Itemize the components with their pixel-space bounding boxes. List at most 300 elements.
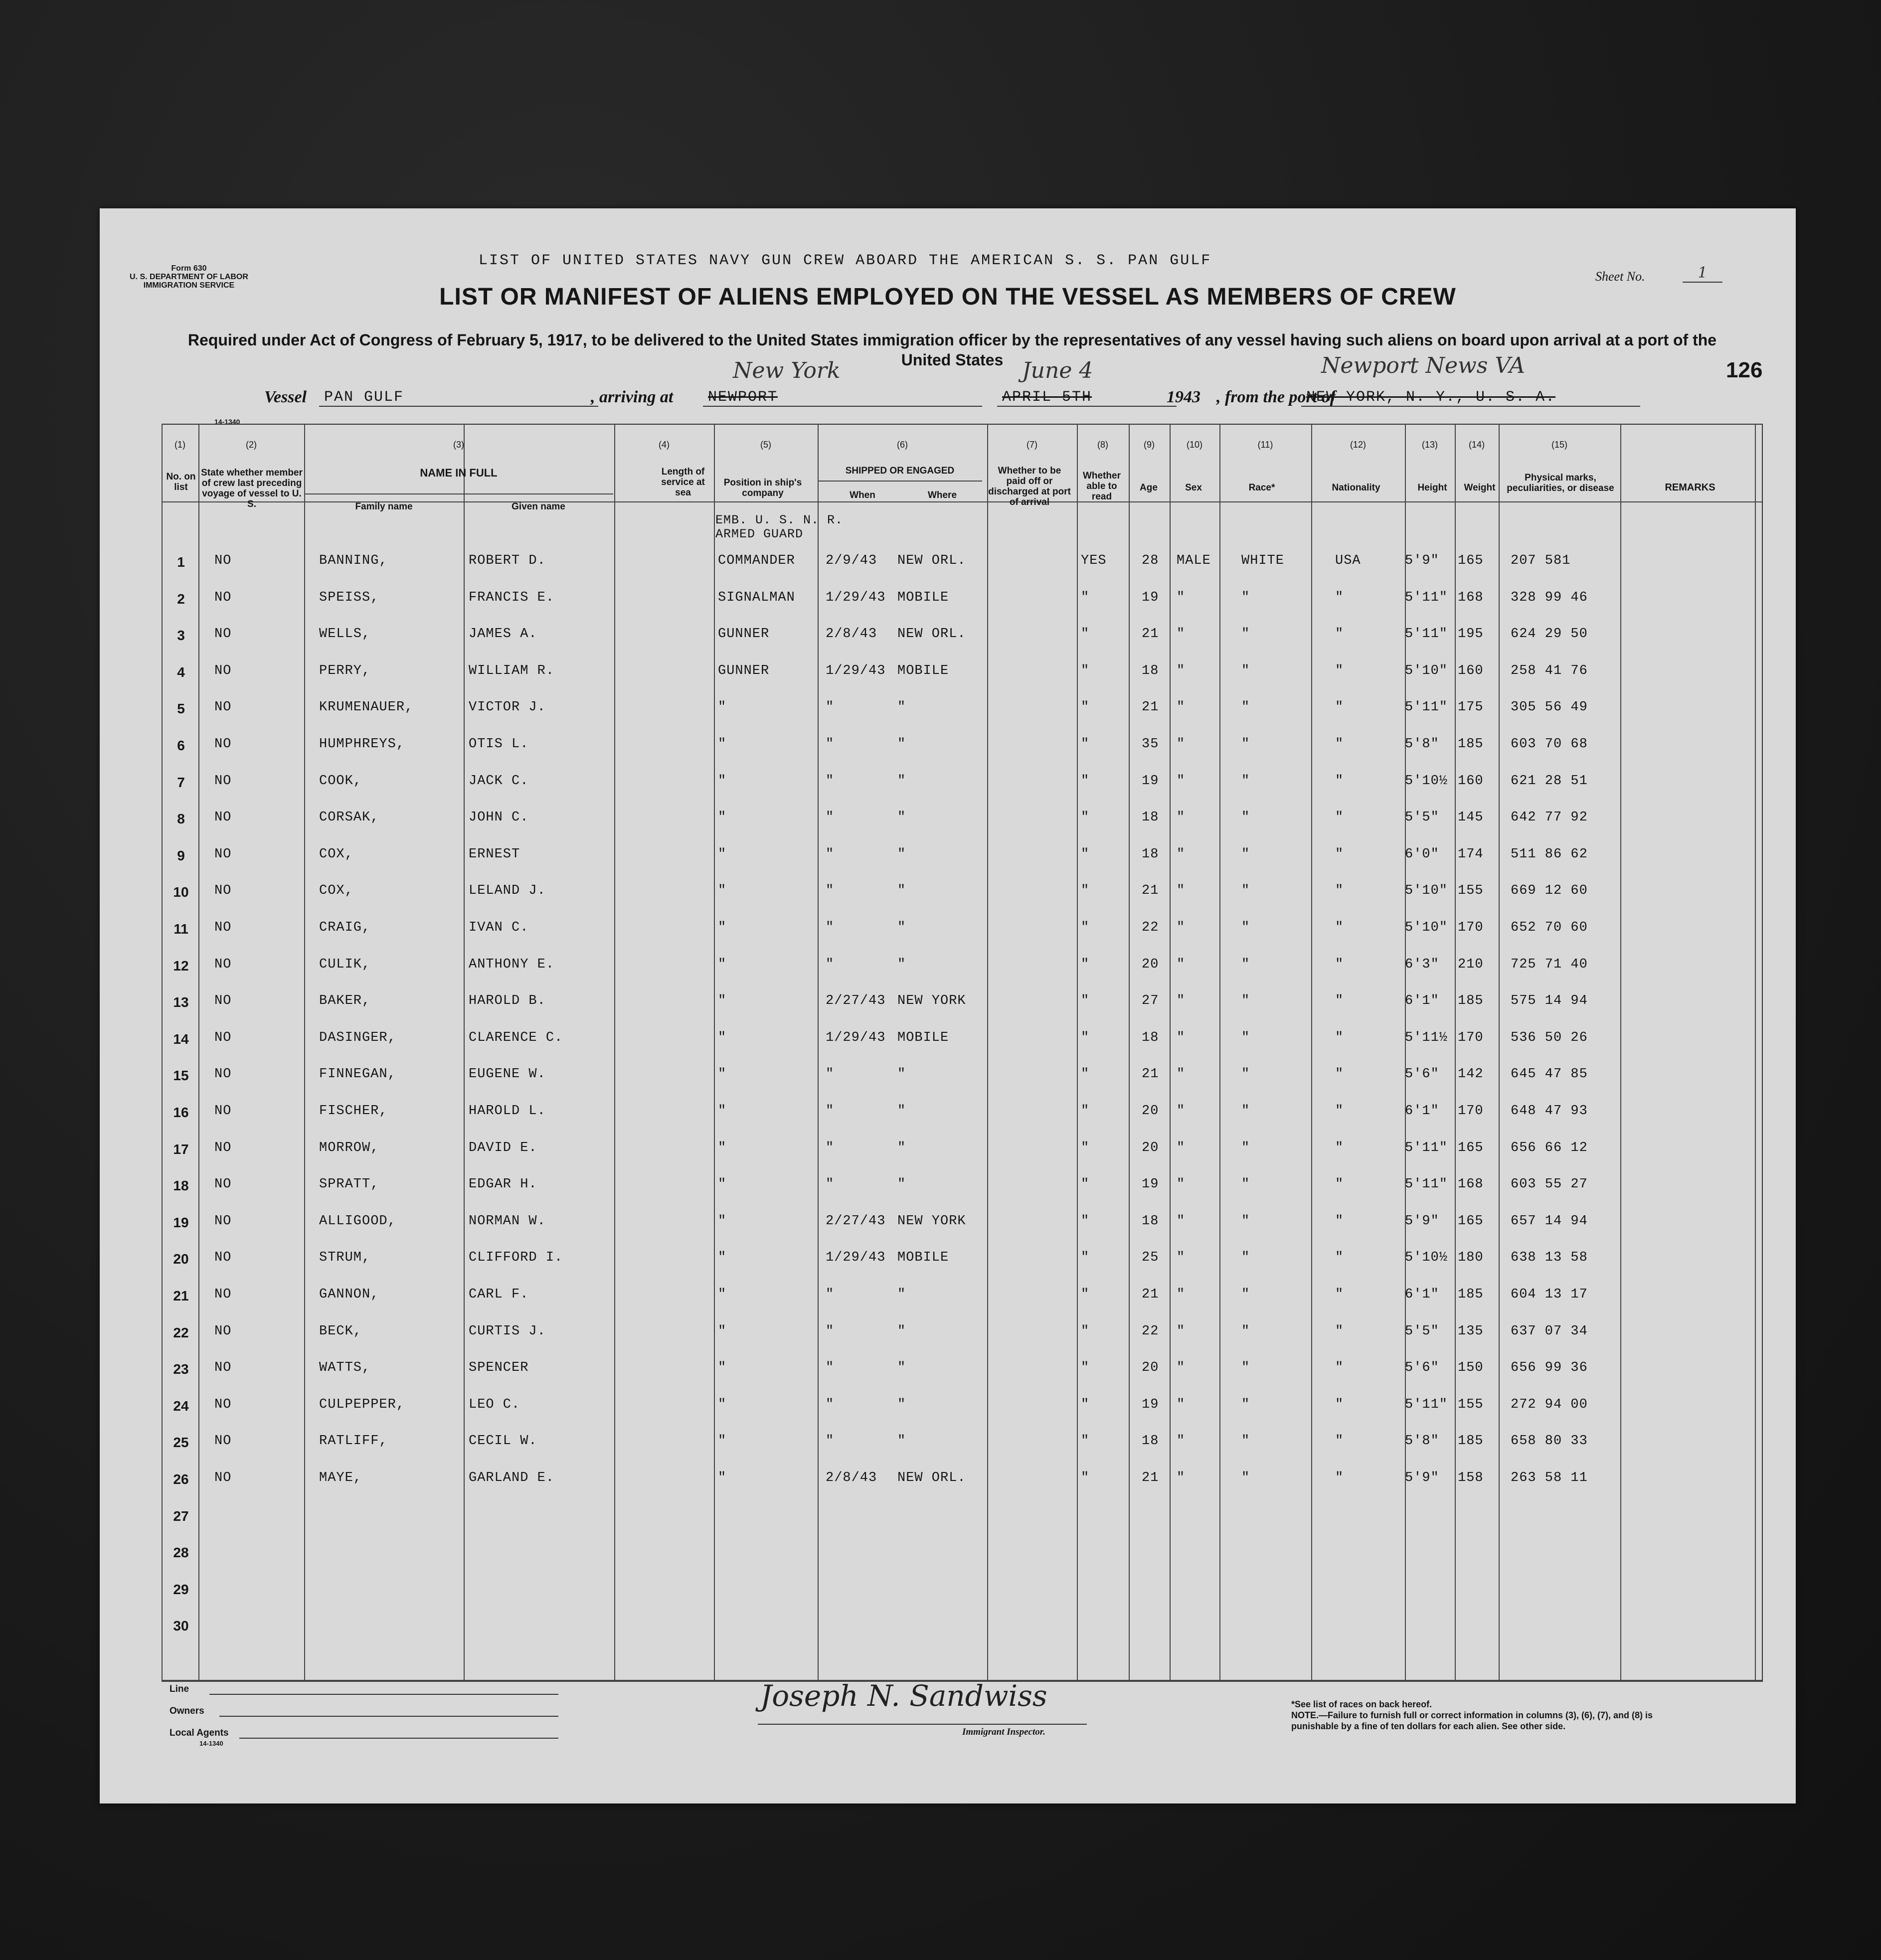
given-name-cell: HAROLD B. — [469, 993, 546, 1009]
page-title: LIST OR MANIFEST OF ALIENS EMPLOYED ON THE VESSEL AS MEMBERS OF CREW — [439, 284, 1456, 310]
height-cell: 5'10" — [1405, 883, 1448, 899]
position-cell: COMMANDER — [718, 553, 795, 568]
physical-marks-cell: 657 14 94 — [1511, 1213, 1588, 1229]
weight-cell: 165 — [1458, 553, 1484, 568]
age-cell: 22 — [1142, 920, 1159, 935]
weight-cell: 180 — [1458, 1250, 1484, 1266]
state-cell: NO — [214, 773, 232, 789]
column-number: (7) — [1026, 440, 1037, 450]
column-rule — [198, 424, 199, 1680]
able-read-cell: " — [1081, 993, 1090, 1009]
able-read-cell: " — [1081, 1250, 1090, 1266]
age-cell: 19 — [1142, 1397, 1159, 1412]
weight-cell: 165 — [1458, 1213, 1484, 1229]
agents-code: 14-1340 — [199, 1740, 223, 1747]
state-cell: NO — [214, 846, 232, 862]
height-cell: 5'11" — [1405, 590, 1448, 605]
col-remarks: REMARKS — [1665, 482, 1715, 493]
physical-marks-cell: 575 14 94 — [1511, 993, 1588, 1009]
when-cell: 1/29/43 — [826, 1250, 886, 1266]
position-cell: " — [718, 883, 727, 899]
height-cell: 5'9" — [1405, 1213, 1439, 1229]
signature-underline — [758, 1724, 1087, 1725]
row-number: 4 — [177, 664, 185, 680]
able-read-cell: YES — [1081, 553, 1107, 568]
race-cell: " — [1241, 883, 1250, 899]
family-name-cell: CRAIG, — [319, 920, 371, 935]
nationality-cell: " — [1335, 1177, 1344, 1192]
weight-cell: 165 — [1458, 1140, 1484, 1155]
col-weight: Weight — [1464, 483, 1496, 493]
age-cell: 18 — [1142, 1030, 1159, 1045]
nationality-cell: " — [1335, 1213, 1344, 1229]
position-cell: " — [718, 1030, 727, 1045]
able-read-cell: " — [1081, 1323, 1090, 1339]
row-number: 10 — [173, 884, 189, 900]
position-cell: " — [718, 737, 727, 752]
when-cell: 1/29/43 — [826, 1030, 886, 1045]
age-cell: 19 — [1142, 773, 1159, 789]
given-name-cell: JOHN C. — [469, 810, 529, 825]
weight-cell: 158 — [1458, 1470, 1484, 1485]
sex-cell: " — [1177, 773, 1186, 789]
arriving-typed: NEWPORT — [703, 389, 982, 407]
sex-cell: " — [1177, 1213, 1186, 1229]
able-read-cell: " — [1081, 1067, 1090, 1082]
col-sex: Sex — [1185, 483, 1202, 493]
given-name-cell: NORMAN W. — [469, 1213, 546, 1229]
column-number: (9) — [1144, 440, 1155, 450]
age-cell: 21 — [1142, 1287, 1159, 1302]
where-cell: " — [897, 1140, 906, 1155]
physical-marks-cell: 207 581 — [1511, 553, 1571, 568]
state-cell: NO — [214, 737, 232, 752]
column-rule — [1620, 424, 1621, 1680]
position-cell: " — [718, 1323, 727, 1339]
row-number: 5 — [177, 701, 185, 717]
when-cell: " — [826, 920, 835, 935]
column-number: (13) — [1421, 440, 1438, 450]
row-number: 7 — [177, 774, 185, 790]
given-name-cell: CURTIS J. — [469, 1323, 546, 1339]
row-number: 15 — [173, 1068, 189, 1084]
owners-underline — [219, 1716, 558, 1717]
row-number: 29 — [173, 1581, 189, 1597]
given-name-cell: CARL F. — [469, 1287, 529, 1302]
given-name-cell: LEO C. — [469, 1397, 520, 1412]
col-no-on-list: No. on list — [166, 472, 196, 492]
column-rule — [1077, 424, 1078, 1680]
able-read-cell: " — [1081, 1397, 1090, 1412]
position-cell: " — [718, 810, 727, 825]
physical-marks-cell: 637 07 34 — [1511, 1323, 1588, 1339]
state-cell: NO — [214, 1213, 232, 1229]
col-where: Where — [927, 490, 957, 500]
able-read-cell: " — [1081, 663, 1090, 678]
state-cell: NO — [214, 1470, 232, 1485]
state-cell: NO — [214, 1104, 232, 1119]
family-name-cell: GANNON, — [319, 1287, 379, 1302]
given-name-cell: ANTHONY E. — [469, 957, 555, 972]
column-number: (5) — [760, 440, 771, 450]
position-cell: " — [718, 1250, 727, 1266]
nationality-cell: " — [1335, 1030, 1344, 1045]
physical-marks-cell: 669 12 60 — [1511, 883, 1588, 899]
page-subtitle: Required under Act of Congress of February 5, 1917, to be delivered to the United States immigration officer by the representatives of any vessel having such aliens on board upon arrival at a port of the United States — [187, 331, 1717, 369]
state-cell: NO — [214, 1434, 232, 1449]
weight-cell: 195 — [1458, 627, 1484, 642]
nationality-cell: " — [1335, 993, 1344, 1009]
age-cell: 19 — [1142, 1177, 1159, 1192]
able-read-cell: " — [1081, 1360, 1090, 1376]
sex-cell: " — [1177, 1030, 1186, 1045]
family-name-cell: FINNEGAN, — [319, 1067, 396, 1082]
col-paid-off: Whether to be paid off or discharged at port of arrival — [988, 466, 1071, 507]
nationality-cell: " — [1335, 1250, 1344, 1266]
col-shipped-engaged: SHIPPED OR ENGAGED — [845, 466, 955, 476]
position-cell: " — [718, 1177, 727, 1192]
column-rule — [304, 424, 305, 1680]
nationality-cell: USA — [1335, 553, 1361, 568]
where-cell: " — [897, 737, 906, 752]
physical-marks-cell: 658 80 33 — [1511, 1434, 1588, 1449]
row-number: 14 — [173, 1031, 189, 1047]
where-cell: " — [897, 1397, 906, 1412]
nationality-cell: " — [1335, 1397, 1344, 1412]
family-name-cell: BANNING, — [319, 553, 388, 568]
row-number: 16 — [173, 1105, 189, 1120]
physical-marks-cell: 604 13 17 — [1511, 1287, 1588, 1302]
age-cell: 20 — [1142, 1140, 1159, 1155]
weight-cell: 145 — [1458, 810, 1484, 825]
position-cell: " — [718, 957, 727, 972]
name-divider — [304, 493, 613, 494]
position-cell: SIGNALMAN — [718, 590, 795, 605]
weight-cell: 174 — [1458, 846, 1484, 862]
age-cell: 35 — [1142, 737, 1159, 752]
age-cell: 27 — [1142, 993, 1159, 1009]
age-cell: 18 — [1142, 663, 1159, 678]
sex-cell: " — [1177, 1177, 1186, 1192]
where-cell: NEW YORK — [897, 993, 966, 1009]
age-cell: 21 — [1142, 883, 1159, 899]
position-cell: " — [718, 773, 727, 789]
able-read-cell: " — [1081, 700, 1090, 715]
given-name-cell: WILLIAM R. — [469, 663, 555, 678]
family-name-cell: SPRATT, — [319, 1177, 379, 1192]
typed-header: LIST OF UNITED STATES NAVY GUN CREW ABOARD THE AMERICAN S. S. PAN GULF — [479, 252, 1212, 269]
when-cell: " — [826, 846, 835, 862]
nationality-cell: " — [1335, 1287, 1344, 1302]
height-cell: 5'8" — [1405, 1434, 1439, 1449]
row-number: 19 — [173, 1214, 189, 1230]
family-name-cell: HUMPHREYS, — [319, 737, 405, 752]
race-cell: " — [1241, 773, 1250, 789]
race-cell: " — [1241, 700, 1250, 715]
row-number: 13 — [173, 994, 189, 1010]
col-name-in-full: NAME IN FULL — [420, 467, 498, 479]
department: U. S. DEPARTMENT OF LABOR — [130, 273, 248, 281]
where-cell: " — [897, 1104, 906, 1119]
age-cell: 18 — [1142, 846, 1159, 862]
state-cell: NO — [214, 920, 232, 935]
col-age: Age — [1140, 483, 1158, 493]
from-label: , from the port of — [1216, 388, 1336, 406]
race-cell: " — [1241, 957, 1250, 972]
race-cell: " — [1241, 1250, 1250, 1266]
when-cell: " — [826, 1104, 835, 1119]
nationality-cell: " — [1335, 1104, 1344, 1119]
where-cell: " — [897, 846, 906, 862]
position-cell: " — [718, 1287, 727, 1302]
nationality-cell: " — [1335, 700, 1344, 715]
age-cell: 20 — [1142, 1360, 1159, 1376]
sex-cell: MALE — [1177, 553, 1211, 568]
state-cell: NO — [214, 1287, 232, 1302]
physical-marks-cell: 638 13 58 — [1511, 1250, 1588, 1266]
column-number: (4) — [659, 440, 670, 450]
when-cell: " — [826, 1067, 835, 1082]
able-read-cell: " — [1081, 883, 1090, 899]
where-cell: NEW ORL. — [897, 627, 966, 642]
column-rule — [614, 424, 615, 1680]
family-name-cell: CULPEPPER, — [319, 1397, 405, 1412]
given-name-cell: EDGAR H. — [469, 1177, 537, 1192]
sex-cell: " — [1177, 1470, 1186, 1485]
age-cell: 19 — [1142, 590, 1159, 605]
weight-cell: 160 — [1458, 663, 1484, 678]
weight-cell: 185 — [1458, 737, 1484, 752]
column-rule — [1455, 424, 1456, 1680]
height-cell: 5'10" — [1405, 663, 1448, 678]
given-name-cell: EUGENE W. — [469, 1067, 546, 1082]
col-family-name: Family name — [355, 501, 413, 512]
able-read-cell: " — [1081, 1140, 1090, 1155]
given-name-cell: GARLAND E. — [469, 1470, 555, 1485]
state-cell: NO — [214, 810, 232, 825]
row-number: 3 — [177, 628, 185, 644]
column-rule — [464, 424, 465, 1680]
col-physical-marks: Physical marks, peculiarities, or disease — [1507, 473, 1614, 493]
physical-marks-cell: 652 70 60 — [1511, 920, 1588, 935]
column-rule — [818, 424, 819, 1680]
agents-underline — [239, 1738, 558, 1739]
position-cell: " — [718, 1434, 727, 1449]
position-cell: GUNNER — [718, 663, 770, 678]
row-number: 23 — [173, 1361, 189, 1377]
age-cell: 25 — [1142, 1250, 1159, 1266]
column-rule — [1405, 424, 1406, 1680]
physical-marks-cell: 642 77 92 — [1511, 810, 1588, 825]
position-cell: " — [718, 1067, 727, 1082]
height-cell: 5'5" — [1405, 810, 1439, 825]
weight-cell: 168 — [1458, 590, 1484, 605]
row-number: 25 — [173, 1435, 189, 1451]
where-cell: " — [897, 1434, 906, 1449]
given-name-cell: DAVID E. — [469, 1140, 537, 1155]
position-cell: " — [718, 1397, 727, 1412]
given-name-cell: ERNEST — [469, 846, 520, 862]
row-number: 17 — [173, 1141, 189, 1157]
where-cell: " — [897, 773, 906, 789]
state-cell: NO — [214, 1177, 232, 1192]
given-name-cell: FRANCIS E. — [469, 590, 555, 605]
race-cell: WHITE — [1241, 553, 1285, 568]
row-number: 28 — [173, 1545, 189, 1561]
given-name-cell: LELAND J. — [469, 883, 546, 899]
column-rule — [714, 424, 715, 1680]
race-cell: " — [1241, 1213, 1250, 1229]
family-name-cell: PERRY, — [319, 663, 371, 678]
physical-marks-cell: 272 94 00 — [1511, 1397, 1588, 1412]
height-cell: 5'11" — [1405, 700, 1448, 715]
nationality-cell: " — [1335, 590, 1344, 605]
family-name-cell: BAKER, — [319, 993, 371, 1009]
service: IMMIGRATION SERVICE — [143, 281, 235, 290]
family-name-cell: SPEISS, — [319, 590, 379, 605]
where-cell: " — [897, 700, 906, 715]
col-position: Position in ship's company — [723, 478, 802, 498]
able-read-cell: " — [1081, 627, 1090, 642]
physical-marks-cell: 511 86 62 — [1511, 846, 1588, 862]
sex-cell: " — [1177, 993, 1186, 1009]
nationality-cell: " — [1335, 810, 1344, 825]
given-name-cell: VICTOR J. — [469, 700, 546, 715]
row-number: 21 — [173, 1288, 189, 1304]
race-cell: " — [1241, 1397, 1250, 1412]
row-number: 2 — [177, 591, 185, 607]
family-name-cell: DASINGER, — [319, 1030, 396, 1045]
given-name-cell: CLARENCE C. — [469, 1030, 563, 1045]
race-cell: " — [1241, 993, 1250, 1009]
where-cell: " — [897, 810, 906, 825]
sheet-number-value: 1 — [1683, 264, 1722, 283]
nationality-cell: " — [1335, 1470, 1344, 1485]
col-height: Height — [1417, 483, 1447, 493]
when-cell: " — [826, 1287, 835, 1302]
col-length-service: Length of service at sea — [661, 467, 705, 498]
height-cell: 5'9" — [1405, 1470, 1439, 1485]
nationality-cell: " — [1335, 846, 1344, 862]
position-cell: " — [718, 700, 727, 715]
able-read-cell: " — [1081, 957, 1090, 972]
physical-marks-cell: 536 50 26 — [1511, 1030, 1588, 1045]
nationality-cell: " — [1335, 1434, 1344, 1449]
height-cell: 5'11" — [1405, 1397, 1448, 1412]
column-number: (2) — [246, 440, 257, 450]
race-cell: " — [1241, 846, 1250, 862]
given-name-cell: JAMES A. — [469, 627, 537, 642]
column-number: (11) — [1257, 440, 1273, 450]
where-cell: MOBILE — [897, 1030, 949, 1045]
family-name-cell: COX, — [319, 883, 353, 899]
able-read-cell: " — [1081, 1434, 1090, 1449]
shipped-divider — [818, 481, 982, 482]
race-cell: " — [1241, 1067, 1250, 1082]
state-cell: NO — [214, 1030, 232, 1045]
family-name-cell: CORSAK, — [319, 810, 379, 825]
row-number: 27 — [173, 1508, 189, 1524]
when-cell: 2/27/43 — [826, 1213, 886, 1229]
where-cell: MOBILE — [897, 590, 949, 605]
height-cell: 6'1" — [1405, 993, 1439, 1009]
sex-cell: " — [1177, 846, 1186, 862]
sex-cell: " — [1177, 810, 1186, 825]
weight-cell: 185 — [1458, 1287, 1484, 1302]
height-cell: 6'1" — [1405, 1104, 1439, 1119]
position-cell: GUNNER — [718, 627, 770, 642]
line-underline — [209, 1694, 558, 1695]
race-cell: " — [1241, 627, 1250, 642]
height-cell: 5'6" — [1405, 1360, 1439, 1376]
small-code: 14-1340 — [214, 418, 240, 426]
physical-marks-cell: 603 70 68 — [1511, 737, 1588, 752]
column-rule — [1129, 424, 1130, 1680]
where-cell: " — [897, 1287, 906, 1302]
column-rule — [1499, 424, 1500, 1680]
nationality-cell: " — [1335, 1360, 1344, 1376]
sheet-number-label: Sheet No. — [1595, 269, 1645, 284]
where-cell: MOBILE — [897, 663, 949, 678]
penalty-note: NOTE.—Failure to furnish full or correct information in columns (3), (6), (7), and (8) is punishable by a fine of ten dollars for each alien. See other side. — [1291, 1710, 1653, 1731]
agents-label: Local Agents — [170, 1728, 229, 1738]
physical-marks-cell: 621 28 51 — [1511, 773, 1588, 789]
owners-label: Owners — [170, 1706, 204, 1716]
family-name-cell: BECK, — [319, 1323, 362, 1339]
position-cell: " — [718, 1360, 727, 1376]
date-typed: APRIL 5TH — [997, 389, 1177, 407]
row-number: 1 — [177, 554, 185, 570]
arriving-handwritten: New York — [733, 358, 841, 383]
race-note: *See list of races on back hereof. — [1291, 1699, 1432, 1709]
sex-cell: " — [1177, 700, 1186, 715]
given-name-cell: CLIFFORD I. — [469, 1250, 563, 1266]
sex-cell: " — [1177, 1434, 1186, 1449]
column-rule — [1755, 424, 1756, 1680]
when-cell: 1/29/43 — [826, 590, 886, 605]
column-number: (8) — [1097, 440, 1108, 450]
height-cell: 5'11" — [1405, 1177, 1448, 1192]
family-name-cell: MAYE, — [319, 1470, 362, 1485]
family-name-cell: RATLIFF, — [319, 1434, 388, 1449]
weight-cell: 168 — [1458, 1177, 1484, 1192]
family-name-cell: KRUMENAUER, — [319, 700, 414, 715]
sex-cell: " — [1177, 737, 1186, 752]
column-rule — [987, 424, 988, 1680]
weight-cell: 155 — [1458, 1397, 1484, 1412]
where-cell: " — [897, 957, 906, 972]
col-given-name: Given name — [512, 501, 565, 512]
able-read-cell: " — [1081, 846, 1090, 862]
weight-cell: 210 — [1458, 957, 1484, 972]
height-cell: 5'10½ — [1405, 773, 1448, 789]
col-able-read: Whether able to read — [1083, 471, 1121, 502]
when-cell: 2/8/43 — [826, 1470, 877, 1485]
height-cell: 6'3" — [1405, 957, 1439, 972]
nationality-cell: " — [1335, 1323, 1344, 1339]
given-name-cell: HAROLD L. — [469, 1104, 546, 1119]
state-cell: NO — [214, 1360, 232, 1376]
able-read-cell: " — [1081, 920, 1090, 935]
given-name-cell: CECIL W. — [469, 1434, 537, 1449]
sex-cell: " — [1177, 920, 1186, 935]
family-name-cell: STRUM, — [319, 1250, 371, 1266]
able-read-cell: " — [1081, 1213, 1090, 1229]
sex-cell: " — [1177, 1140, 1186, 1155]
col-state-member: State whether member of crew last preceding voyage of vessel to U. S. — [201, 468, 303, 509]
column-number: (14) — [1468, 440, 1485, 450]
physical-marks-cell: 258 41 76 — [1511, 663, 1588, 678]
